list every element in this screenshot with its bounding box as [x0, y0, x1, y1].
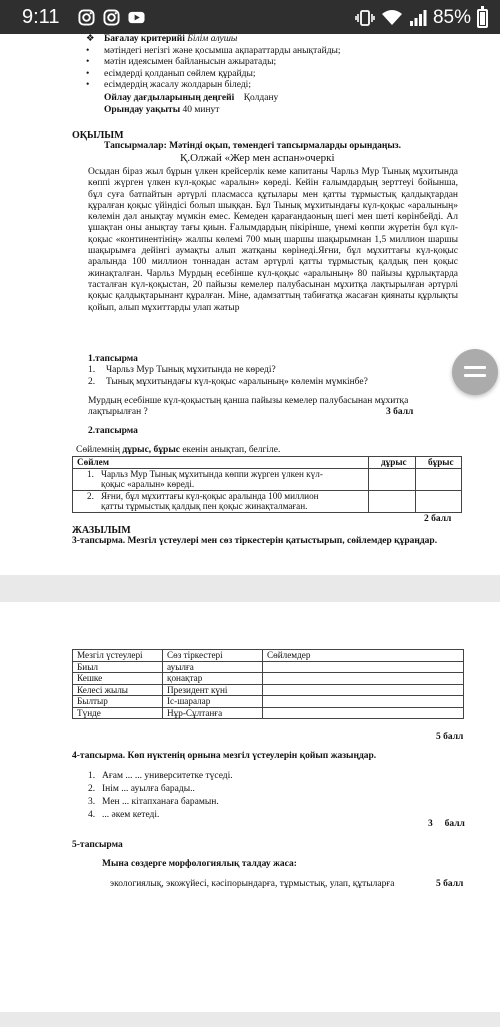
criteria-header-rest: Білім алушы: [184, 34, 238, 44]
task4-item-text: ... әкем кетеді.: [102, 810, 160, 820]
drag-handle-line: [464, 374, 486, 377]
sentence-cell[interactable]: [263, 707, 464, 719]
notification-icons: [78, 9, 145, 26]
task1-question-text: Тынық мұхитындағы күл-қоқыс «аралының» көлемін мүмкінбе?: [106, 377, 368, 387]
wifi-icon: [381, 9, 403, 27]
battery-level-fill: [480, 12, 485, 25]
table-header-cell: бұрыс: [416, 457, 462, 469]
answer-false-cell[interactable]: [416, 490, 462, 512]
reading-passage: Осыдан біраз жыл бұрын үлкен крейсерлік кеме капитаны Чарльз Мур Тынық мұхитында көппі жүрген үлкен күл-қоқыс «аралын» көреді. Кейін ғалымдардың зерттеуі бойынша, бұл суға батпайтын әртүрлі пласмасса құтылары мен қатты тұрмыстық қалдықтардан құралған қоқыс үйіндісі болып шыққан. Бұл Тынық мұхитындағы күл-қоқыс «аралының» көлемін дәл анықтау мүмкін емес. Кемеден қарағандаоның шегі мен шеті көрінбейді. Ал ұшақтан оны анықтау тағы қиын. Ғалымдардың пікірінше, үнемі көппи жүретін бұл күл-қоқыс «континентінің» жалпы көлемі 700 мың шаршы шақырымнан 1,5 миллион шаршы шақырымға дейінгі аумақты алып жатқаны көрінеді.Яғни, бұл мұхиттағы күл-қоқыс аралында 100 миллион тоннадан астам әртүрлі қатты тұрмыстық қалдық пен қоқыс жинақталған. Чарльз Мурдың есебінше күл-қоқыс «аралының» 80 пайызы құрлықтарда тасталған күл-қоқыстан, 20 пайызы кемелер палубасынан мұхитқа лақтырылған әртүрлі қоқыс қалдықтарынант құралған. Міне, адамзаттың табиғатқа жасаған қиянаты құрлықты қойып, алып мұхиттарды улап жатыр: [88, 167, 458, 313]
statement-text: қатты тұрмыстық қалдық пен қоқыс жинақталмаған.: [101, 501, 308, 511]
adverb-cell: Түнде: [73, 707, 163, 719]
task2-instruction-post: екенін анықтап, белгіле.: [179, 445, 281, 455]
time-label: Орындау уақыты: [104, 105, 181, 115]
task1-question-text: Чарльз Мур Тынық мұхитында не көреді?: [106, 365, 276, 375]
table-header-row: [73, 650, 464, 662]
phrase-cell: Іс-шаралар: [163, 696, 263, 708]
criteria-item: [86, 80, 341, 92]
task2-instruction-bold: дұрыс, бұрыс: [122, 445, 180, 455]
statement-cell: [73, 490, 369, 512]
task-intro-text: Мәтінді оқып, төмендегі тапсырмаларды орындаңыз.: [169, 141, 401, 151]
statement-text: Яғни, бұл мұхиттағы күл-қоқыс аралында 100 миллион: [101, 490, 319, 501]
answer-true-cell[interactable]: [369, 490, 416, 512]
answer-false-cell[interactable]: [416, 468, 462, 490]
table-row: [73, 468, 462, 490]
criteria-item: [86, 46, 341, 58]
table-row: [73, 490, 462, 512]
task4-score-num: 3: [428, 819, 433, 829]
section-writing-title: ЖАЗЫЛЫМ: [72, 525, 131, 536]
phrase-cell: Президент күні: [163, 684, 263, 696]
phrase-cell: қонақтар: [163, 673, 263, 685]
criteria-item-text: есімдерді қолданып сөйлем құрайды;: [104, 68, 256, 79]
task4-item-text: Мен ... кітапханаға барамын.: [102, 797, 219, 807]
table-row: [73, 684, 464, 696]
status-bar: [0, 0, 500, 34]
table-header-cell: дұрыс: [369, 457, 416, 469]
table-header-row: [73, 457, 462, 469]
drag-handle-line: [464, 366, 486, 369]
task3-title: 3-тапсырма. Мезгіл үстеулері мен сөз тіркестерін қатыстырып, сөйлемдер құраңдар.: [72, 536, 438, 546]
sentence-cell[interactable]: [263, 684, 464, 696]
diamond-bullet-icon: ❖: [86, 34, 95, 44]
task2-instruction-pre: Сөйлемнің: [76, 445, 123, 455]
task1-question: 1. Чарльз Мур Тынық мұхитында не көреді?: [88, 365, 276, 375]
table-score: 5 балл: [436, 732, 464, 742]
task4-score-word: балл: [444, 819, 465, 829]
task4-item-text: Ағам ... ... университетке түседі.: [102, 771, 233, 781]
bullet-icon: •: [86, 68, 90, 79]
task4-item: 4. ... әкем кетеді.: [88, 810, 160, 820]
statement-text: қоқыс «аралын» көреді.: [101, 479, 195, 489]
battery-percent: 85%: [432, 7, 471, 28]
task1-extra-question: Мурдың есебінше күл-қоқыстың қанша пайызы кемелер палубасынан мұхитқа: [88, 396, 409, 406]
task1-extra-question-cont: лақтырылған ?: [88, 407, 148, 417]
table-row: [73, 673, 464, 685]
task1-title: 1.тапсырма: [88, 354, 138, 364]
task4-item: 1. Ағам ... ... университетке түседі.: [88, 771, 233, 781]
criteria-item-text: есімдердің жасалу жолдарын біледі;: [104, 80, 251, 90]
skill-level: [104, 93, 278, 105]
statement-number: 1.: [87, 468, 94, 479]
task4-title: 4-тапсырма. Көп нүктенің орнына мезгіл үстеулерін қойып жазыңдар.: [72, 751, 377, 761]
statement-text: Чарльз Мур Тынық мұхитында көппи жүрген үлкен күл-: [101, 468, 323, 479]
task2-score: 2 балл: [424, 514, 452, 524]
table-header-cell: Сөйлем: [73, 457, 369, 469]
task4-score: [428, 819, 465, 831]
adverbs-table: [72, 649, 464, 719]
skill-level-value: Қолдану: [243, 93, 279, 103]
task1-question: 2. Тынық мұхитындағы күл-қоқыс «аралының» көлемін мүмкінбе?: [88, 377, 368, 387]
task4-item: 3. Мен ... кітапханаға барамын.: [88, 797, 219, 807]
sentence-cell[interactable]: [263, 661, 464, 673]
bullet-icon: •: [86, 57, 90, 67]
document-page-2: [0, 602, 500, 1012]
task1-score: 3 балл: [386, 407, 414, 417]
table-row: [73, 661, 464, 673]
section-reading-title: ОҚЫЛЫМ: [72, 130, 124, 141]
statement-number: 2.: [87, 490, 94, 501]
criteria-item: [86, 57, 341, 69]
time-value: 40 минут: [182, 105, 220, 115]
sentence-cell[interactable]: [263, 696, 464, 708]
adverb-cell: Кешке: [73, 673, 163, 685]
status-right: [355, 7, 488, 29]
phrase-cell: Нұр-Сұлтанға: [163, 707, 263, 719]
scroll-handle[interactable]: [452, 349, 498, 395]
task4-item: 2. Інім ... ауылға барады..: [88, 784, 195, 794]
table-header-cell: Мезгіл үстеулері: [73, 650, 163, 662]
status-time: 9:11: [22, 6, 60, 28]
vibrate-icon: [355, 9, 375, 27]
instagram-icon: [78, 9, 95, 26]
criteria-header: [86, 34, 341, 46]
task-intro: [104, 141, 401, 153]
essay-title: Қ.Олжай «Жер мен аспан»очеркі: [180, 152, 335, 164]
answer-true-cell[interactable]: [369, 468, 416, 490]
time-limit: [104, 105, 219, 117]
true-false-table: [72, 456, 462, 513]
table-row: [73, 696, 464, 708]
table-row: [73, 707, 464, 719]
phrase-cell: ауылға: [163, 661, 263, 673]
adverb-cell: Былтыр: [73, 696, 163, 708]
task5-instruction: Мына сөздерге морфологиялық талдау жаса:: [102, 859, 297, 869]
task-intro-label: Тапсырмалар:: [104, 141, 167, 151]
adverb-cell: Биыл: [73, 661, 163, 673]
bullet-icon: •: [86, 80, 90, 90]
youtube-icon: [128, 9, 145, 26]
task5-title: 5-тапсырма: [72, 840, 123, 850]
task2-title: 2.тапсырма: [88, 426, 138, 436]
statement-cell: [73, 468, 369, 490]
adverb-cell: Келесі жылы: [73, 684, 163, 696]
task5-words: экологиялық, экожүйесі, кәсіпорындарға, тұрмыстық, улап, құтыларға: [110, 879, 395, 889]
battery-icon: [477, 9, 488, 28]
criteria-list: [86, 34, 341, 92]
skill-level-label: Ойлау дағдыларының деңгейі: [104, 93, 235, 103]
bullet-icon: •: [86, 45, 90, 56]
instagram-icon: [103, 9, 120, 26]
table-header-cell: Сөз тіркестері: [163, 650, 263, 662]
signal-icon: [409, 9, 427, 27]
criteria-item-text: мәтін идеясымен байланысын ажыратады;: [104, 57, 277, 67]
table-header-cell: Сөйлемдер: [263, 650, 464, 662]
task5-score: 5 балл: [436, 879, 464, 889]
criteria-item: [86, 69, 341, 81]
task2-instruction: [76, 445, 280, 457]
document-page-1: [0, 34, 500, 575]
sentence-cell[interactable]: [263, 673, 464, 685]
criteria-item-text: мәтіндегі негізгі және қосымша ақпараттарды анықтайды;: [104, 45, 341, 56]
criteria-header-bold: Бағалау критерийі: [104, 34, 185, 44]
task4-item-text: Інім ... ауылға барады..: [102, 784, 195, 794]
